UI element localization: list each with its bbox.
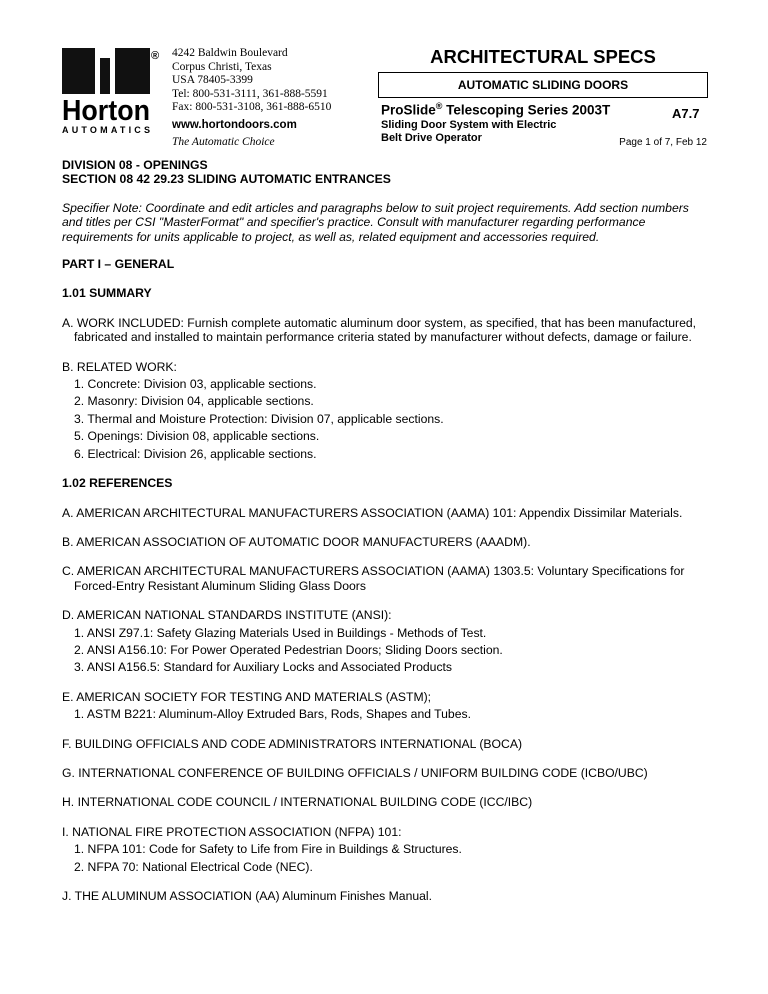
list-item: 1. ASTM B221: Aluminum-Alloy Extruded Bars, Rods, Shapes and Tubes. [74, 707, 471, 722]
list-item: 2. ANSI A156.10: For Power Operated Pedestrian Doors; Sliding Doors section. [74, 642, 503, 657]
list-item: 2. Masonry: Division 04, applicable sections. [74, 394, 314, 409]
website-link[interactable]: www.hortondoors.com [172, 118, 297, 131]
reference-item: G. INTERNATIONAL CONFERENCE OF BUILDING OFFICIALS / UNIFORM BUILDING CODE (ICBO/UBC) [62, 765, 648, 780]
list-item: 2. NFPA 70: National Electrical Code (NEC). [74, 859, 313, 874]
horton-logo [62, 48, 150, 134]
list-item: 1. NFPA 101: Code for Safety to Life from Fire in Buildings & Structures. [74, 842, 462, 857]
reference-item: D. AMERICAN NATIONAL STANDARDS INSTITUTE (ANSI): [62, 608, 392, 623]
product-name-a: ProSlide [381, 102, 436, 118]
list-item: 1. Concrete: Division 03, applicable sections. [74, 377, 317, 392]
reference-item: F. BUILDING OFFICIALS AND CODE ADMINISTRATORS INTERNATIONAL (BOCA) [62, 736, 523, 751]
company-address [172, 47, 331, 149]
reference-item: I. NATIONAL FIRE PROTECTION ASSOCIATION (NFPA) 101: [62, 824, 402, 839]
reference-item: H. INTERNATIONAL CODE COUNCIL / INTERNATIONAL BUILDING CODE (ICC/IBC) [62, 795, 533, 810]
address-line: Tel: 800-531-3111, 361-888-5591 [172, 87, 328, 100]
references-heading: 1.02 REFERENCES [62, 476, 173, 491]
division-heading: DIVISION 08 - OPENINGS [62, 158, 208, 172]
work-included: A. WORK INCLUDED: Furnish complete automatic aluminum door system, as specified, that has been manufactured, fabricated and installed to maintain performance criteria stated by manufacturer without defects, damage or failure. [62, 315, 697, 345]
spec-title: ARCHITECTURAL SPECS [430, 46, 656, 67]
address-line: Corpus Christi, Texas [172, 60, 272, 73]
list-item: 5. Openings: Division 08, applicable sections. [74, 429, 320, 444]
document-body [62, 158, 712, 903]
page-number: Page 1 of 7, Feb 12 [619, 137, 707, 148]
logo-sub: AUTOMATICS [62, 125, 150, 134]
reference-item: J. THE ALUMINUM ASSOCIATION (AA) Aluminum Finishes Manual. [62, 889, 433, 903]
list-item: 1. ANSI Z97.1: Safety Glazing Materials Used in Buildings - Methods of Test. [74, 625, 487, 640]
address-line: Fax: 800-531-3108, 361-888-6510 [172, 101, 332, 114]
summary-heading: 1.01 SUMMARY [62, 286, 152, 301]
reference-item: B. AMERICAN ASSOCIATION OF AUTOMATIC DOOR MANUFACTURERS (AAADM). [62, 534, 531, 549]
reference-item: C. AMERICAN ARCHITECTURAL MANUFACTURERS ASSOCIATION (AAMA) 1303.5: Voluntary Specifications for Forced-Entry Resistant Aluminum Sliding Glass Doors [62, 564, 685, 593]
related-work: B. RELATED WORK: [62, 359, 177, 374]
address-line: USA 78405-3399 [172, 74, 253, 87]
reference-item: E. AMERICAN SOCIETY FOR TESTING AND MATERIALS (ASTM); [62, 689, 432, 704]
spec-code: A7.7 [672, 106, 700, 121]
category-box: AUTOMATIC SLIDING DOORS [378, 72, 708, 98]
tagline: The Automatic Choice [172, 135, 275, 148]
specifier-note: Specifier Note: Coordinate and edit articles and paragraphs below to suit project requirements. Add section numbers and titles per CSI "MasterFormat" and specifier's practice. Consult with manufacturer regarding performance requirements for units applicable to project, as well as, related equipment and accessories required. [62, 200, 689, 244]
product-name [381, 101, 610, 118]
registered-mark: ® [151, 50, 160, 62]
list-item: 3. Thermal and Moisture Protection: Division 07, applicable sections. [74, 411, 444, 426]
list-item: 3. ANSI A156.5: Standard for Auxiliary Locks and Associated Products [74, 660, 453, 675]
product-reg: ® [435, 101, 443, 111]
product-name-b: Telescoping Series 2003T [442, 102, 611, 118]
list-item: 6. Electrical: Division 26, applicable sections. [74, 446, 317, 461]
address-line: 4242 Baldwin Boulevard [172, 47, 288, 59]
section-heading: SECTION 08 42 29.23 SLIDING AUTOMATIC ENTRANCES [62, 172, 391, 187]
subtitle-line: Sliding Door System with Electric [381, 119, 557, 131]
subtitle-line: Belt Drive Operator [381, 131, 482, 144]
product-subtitle [381, 119, 556, 144]
part-heading: PART I – GENERAL [62, 257, 175, 272]
reference-item: A. AMERICAN ARCHITECTURAL MANUFACTURERS ASSOCIATION (AAMA) 101: Appendix Dissimilar Materials. [62, 505, 683, 520]
logo-word: Horton [62, 95, 150, 127]
